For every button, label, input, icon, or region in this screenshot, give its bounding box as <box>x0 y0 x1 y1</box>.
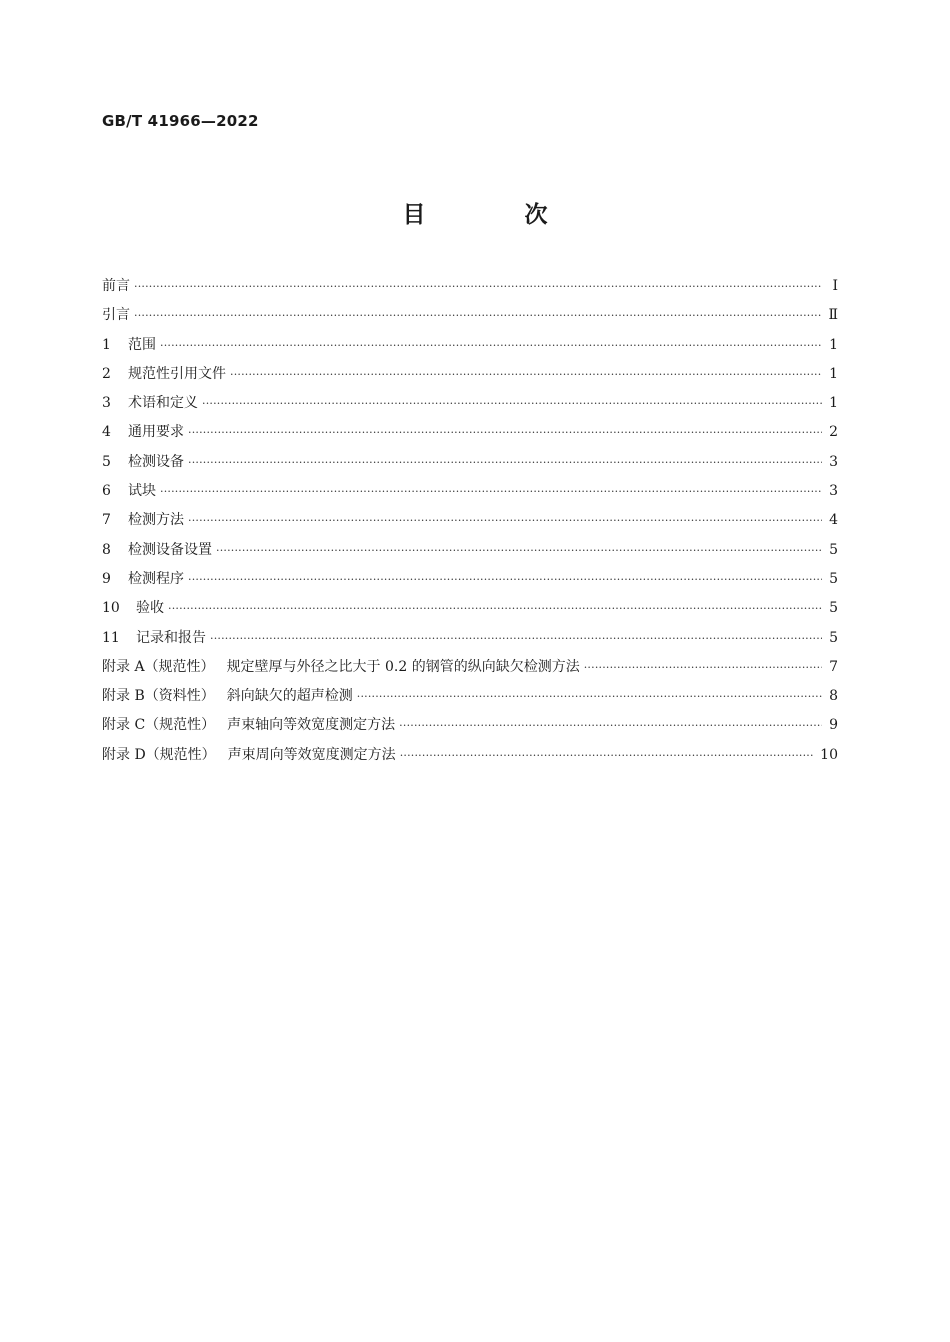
toc-row-annex-d[interactable] <box>102 741 838 770</box>
toc-annex-number: 附录 D（规范性） <box>102 746 216 763</box>
toc-page-number: 5 <box>829 541 838 558</box>
toc-label: 检测设备设置 <box>128 541 212 558</box>
toc-number: 6 <box>102 483 111 500</box>
toc-number: 4 <box>102 424 111 441</box>
toc-row-9[interactable] <box>102 565 838 594</box>
toc-row-4[interactable] <box>102 418 838 447</box>
toc-number: 2 <box>102 365 111 382</box>
toc-leader-dots <box>160 477 822 506</box>
toc-number: 5 <box>102 453 111 470</box>
toc-page-number: 8 <box>829 688 838 705</box>
toc-page-number: 7 <box>829 658 838 675</box>
toc-number: 3 <box>102 395 111 412</box>
toc-row-annex-c[interactable] <box>102 711 838 740</box>
toc-leader-dots <box>584 653 822 682</box>
toc-label: 斜向缺欠的超声检测 <box>226 688 353 705</box>
toc-row-3[interactable] <box>102 389 838 418</box>
toc-leader-dots <box>188 418 822 447</box>
toc-number: 11 <box>102 629 120 646</box>
toc-leader-dots <box>188 448 822 477</box>
toc-row-annex-a[interactable] <box>102 653 838 682</box>
toc-number: 1 <box>102 336 111 353</box>
toc-leader-dots <box>399 711 822 740</box>
toc-label: 术语和定义 <box>128 395 198 412</box>
toc-label: 试块 <box>128 483 156 500</box>
toc-row-11[interactable] <box>102 624 838 653</box>
toc-leader-dots <box>400 741 814 770</box>
toc-leader-dots <box>160 331 822 360</box>
toc-number: 9 <box>102 570 111 587</box>
toc-page-number: 3 <box>829 453 838 470</box>
toc-leader-dots <box>202 389 822 418</box>
toc-label: 范围 <box>128 336 156 353</box>
toc-row-10[interactable] <box>102 594 838 623</box>
toc-label: 检测程序 <box>128 570 184 587</box>
toc-leader-dots <box>230 360 822 389</box>
toc-row-8[interactable] <box>102 536 838 565</box>
toc-leader-dots <box>216 536 822 565</box>
toc-page-number: 5 <box>829 629 838 646</box>
table-of-contents <box>102 272 838 770</box>
toc-number: 8 <box>102 541 111 558</box>
toc-leader-dots <box>188 565 822 594</box>
toc-leader-dots <box>134 272 822 301</box>
toc-label: 记录和报告 <box>136 629 206 646</box>
toc-leader-dots <box>168 594 822 623</box>
toc-label: 通用要求 <box>128 424 184 441</box>
toc-page-number: 1 <box>829 336 838 353</box>
toc-label: 引言 <box>102 307 130 324</box>
toc-page-number: 4 <box>829 512 838 529</box>
toc-leader-dots <box>357 682 822 711</box>
toc-page-number: Ⅱ <box>828 307 838 324</box>
toc-label: 声束轴向等效宽度测定方法 <box>227 717 396 734</box>
toc-label: 规范性引用文件 <box>128 365 226 382</box>
toc-label: 检测方法 <box>128 512 184 529</box>
toc-row-annex-b[interactable] <box>102 682 838 711</box>
toc-row-foreword[interactable] <box>102 272 838 301</box>
standard-code: GB/T 41966—2022 <box>102 112 259 130</box>
toc-leader-dots <box>210 624 822 653</box>
toc-label: 前言 <box>102 278 130 294</box>
toc-page-number: 1 <box>829 365 838 382</box>
toc-page-number: 1 <box>829 395 838 412</box>
toc-page-number: 10 <box>820 746 838 763</box>
toc-page-number: 9 <box>829 717 838 734</box>
toc-label: 规定壁厚与外径之比大于 0.2 的钢管的纵向缺欠检测方法 <box>226 658 580 675</box>
toc-row-6[interactable] <box>102 477 838 506</box>
toc-page-number: 3 <box>829 483 838 500</box>
toc-row-5[interactable] <box>102 448 838 477</box>
toc-annex-number: 附录 A（规范性） <box>102 658 215 675</box>
toc-page-number: 2 <box>829 424 838 441</box>
toc-number: 10 <box>102 600 120 617</box>
toc-label: 声束周向等效宽度测定方法 <box>227 746 396 763</box>
toc-row-7[interactable] <box>102 506 838 535</box>
toc-leader-dots <box>134 301 822 330</box>
page-title: 目 次 <box>402 202 586 228</box>
toc-annex-number: 附录 C（规范性） <box>102 717 216 734</box>
toc-page-number: 5 <box>829 600 838 617</box>
toc-page-number: Ⅰ <box>832 278 838 294</box>
toc-annex-number: 附录 B（资料性） <box>102 688 215 705</box>
toc-row-2[interactable] <box>102 360 838 389</box>
toc-row-introduction[interactable] <box>102 301 838 330</box>
toc-page-number: 5 <box>829 570 838 587</box>
toc-number: 7 <box>102 512 111 529</box>
toc-label: 验收 <box>136 600 164 617</box>
toc-label: 检测设备 <box>128 453 184 470</box>
toc-leader-dots <box>188 506 822 535</box>
toc-row-1[interactable] <box>102 331 838 360</box>
